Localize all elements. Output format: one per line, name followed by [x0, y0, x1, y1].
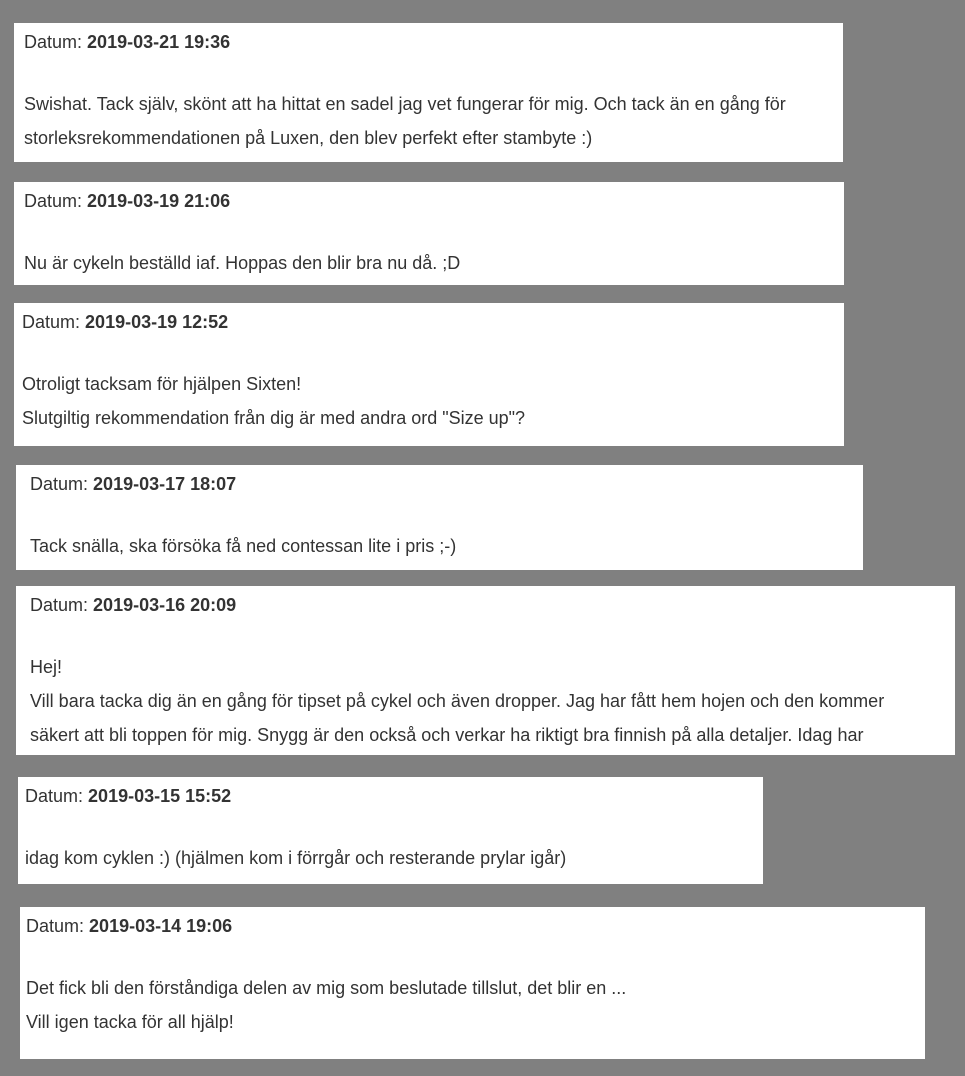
date-label: Datum: — [24, 191, 83, 211]
date-value: 2019-03-21 19:36 — [87, 32, 231, 52]
message-card — [20, 907, 925, 1059]
message-line: Nu är cykeln beställd iaf. Hoppas den blir bra nu då. ;D — [24, 253, 461, 273]
message-line: Slutgiltig rekommendation från dig är med andra ord "Size up"? — [22, 408, 526, 428]
message-card — [18, 777, 763, 884]
message-line: storleksrekommendationen på Luxen, den blev perfekt efter stambyte :) — [24, 128, 593, 148]
message-line: Swishat. Tack själv, skönt att ha hittat en sadel jag vet fungerar för mig. Och tack än en gång för — [24, 94, 786, 114]
message-card — [16, 586, 955, 755]
message-line: Otroligt tacksam för hjälpen Sixten! — [22, 374, 302, 394]
date-value: 2019-03-14 19:06 — [89, 916, 233, 936]
date-label: Datum: — [30, 474, 89, 494]
date-label: Datum: — [26, 916, 85, 936]
message-line: Vill bara tacka dig än en gång för tipset på cykel och även dropper. Jag har fått hem hojen och den kommer — [30, 691, 885, 711]
message-date — [30, 590, 955, 620]
message-date — [22, 307, 844, 337]
message-line: säkert att bli toppen för mig. Snygg är den också och verkar ha riktigt bra finnish på alla detaljer. Idag har — [30, 725, 864, 745]
date-value: 2019-03-16 20:09 — [93, 595, 237, 615]
message-line: Det fick bli den förståndiga delen av mig som beslutade tillslut, det blir en ... — [26, 978, 627, 998]
date-value: 2019-03-19 12:52 — [85, 312, 229, 332]
message-line: Tack snälla, ska försöka få ned contessan lite i pris ;-) — [30, 536, 457, 556]
date-value: 2019-03-15 15:52 — [88, 786, 232, 806]
message-card — [14, 182, 844, 285]
date-label: Datum: — [25, 786, 84, 806]
message-card — [16, 465, 863, 570]
date-label: Datum: — [24, 32, 83, 52]
date-label: Datum: — [30, 595, 89, 615]
message-card — [14, 303, 844, 446]
message-date — [24, 186, 844, 216]
message-date — [30, 469, 863, 499]
message-line: Hej! — [30, 657, 63, 677]
date-value: 2019-03-17 18:07 — [93, 474, 237, 494]
message-card — [14, 23, 843, 162]
date-value: 2019-03-19 21:06 — [87, 191, 231, 211]
message-date — [26, 911, 925, 941]
message-line: idag kom cyklen :) (hjälmen kom i förrgår och resterande prylar igår) — [25, 848, 567, 868]
date-label: Datum: — [22, 312, 81, 332]
message-date — [25, 781, 763, 811]
message-line: Vill igen tacka för all hjälp! — [26, 1012, 234, 1032]
message-date — [24, 27, 843, 57]
